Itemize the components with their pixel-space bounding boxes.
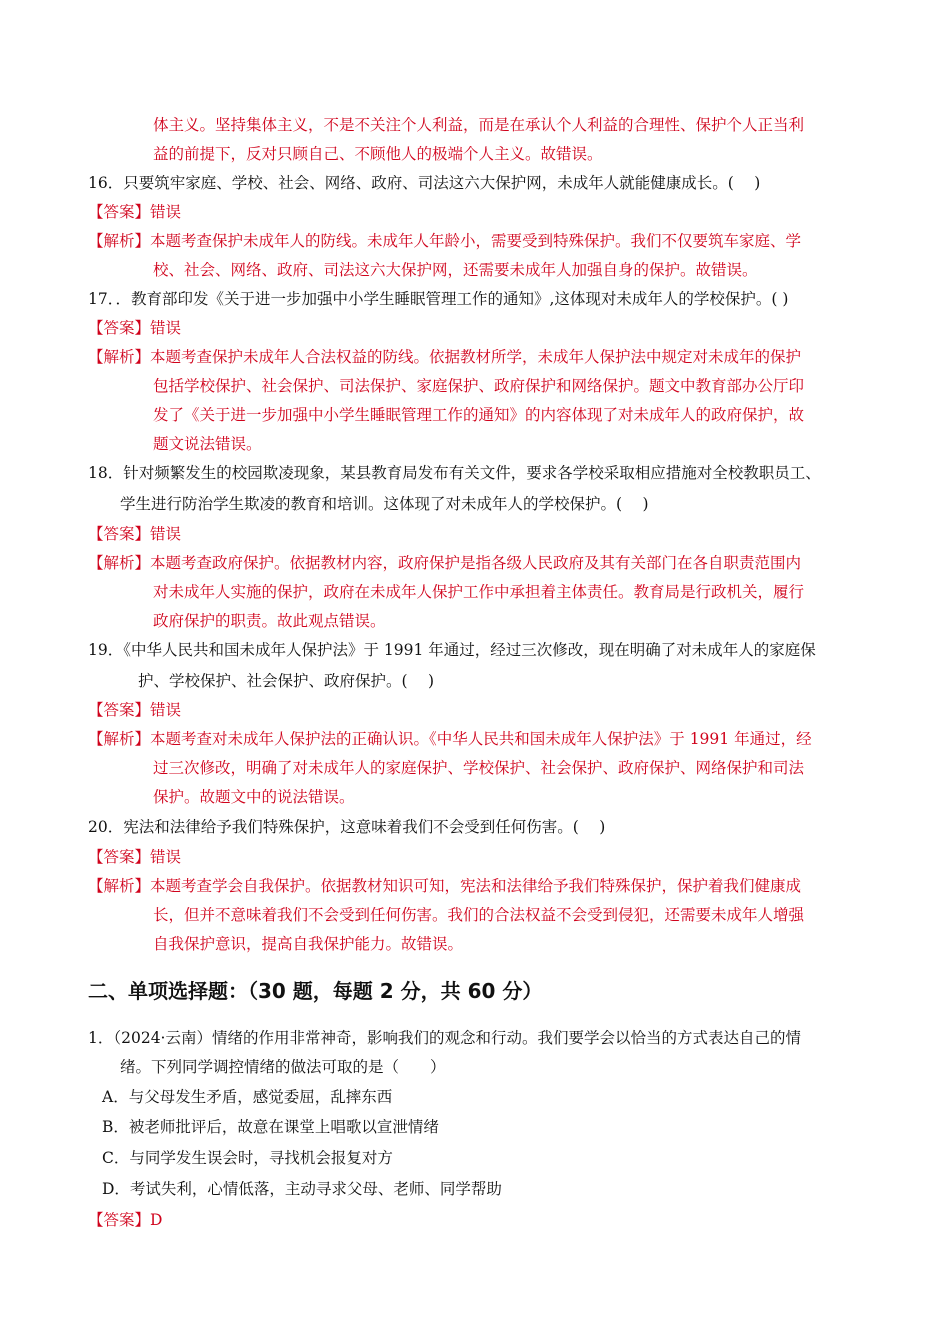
answer-value: 错误 xyxy=(150,319,182,337)
analysis-text: 本题考查政府保护。依据教材内容，政府保护是指各级人民政府及其有关部门在各自职责范围内 xyxy=(150,554,802,572)
answer-label: 【答案】 xyxy=(88,525,151,543)
analysis-text: 本题考查保护未成年人的防线。未成年人年龄小，需要受到特殊保护。我们不仅要筑车家庭、学 xyxy=(150,232,802,250)
question-20-stem: 20．宪法和法律给予我们特殊保护，这意味着我们不会受到任何伤害。( ) xyxy=(88,818,606,836)
question-18-analysis xyxy=(88,553,801,573)
question-16-stem: 16．只要筑牢家庭、学校、社会、网络、政府、司法这六大保护网，未成年人就能健康成长。( ) xyxy=(88,174,761,192)
mc-question-1-stem-continued: 绪。下列同学调控情绪的做法可取的是（ ） xyxy=(120,1058,446,1076)
question-20-answer xyxy=(88,847,181,867)
analysis-label: 【解析】 xyxy=(88,554,151,572)
answer-label: 【答案】 xyxy=(88,203,151,221)
answer-label: 【答案】 xyxy=(88,848,151,866)
question-17-stem: 17．．教育部印发《关于进一步加强中小学生睡眠管理工作的通知》,这体现对未成年人的学校保护。( ) xyxy=(88,290,789,308)
answer-label: 【答案】 xyxy=(88,1211,151,1229)
analysis-text: 本题考查保护未成年人合法权益的防线。依据教材所学，未成年人保护法中规定对未成年的保护 xyxy=(150,348,802,366)
analysis-text: 包括学校保护、社会保护、司法保护、家庭保护、政府保护和网络保护。题文中教育部办公厅印 xyxy=(153,377,805,395)
analysis-continuation-line: 体主义。坚持集体主义，不是不关注个人利益，而是在承认个人利益的合理性、保护个人正当利 xyxy=(153,116,805,134)
option-c: C．与同学发生误会时，寻找机会报复对方 xyxy=(102,1149,393,1167)
question-17-answer xyxy=(88,318,181,338)
analysis-label: 【解析】 xyxy=(88,730,151,748)
analysis-label: 【解析】 xyxy=(88,348,151,366)
analysis-text: 本题考查对未成年人保护法的正确认识。《中华人民共和国未成年人保护法》于 1991 年通过，经 xyxy=(150,730,812,748)
question-19-stem-continued: 护、学校保护、社会保护、政府保护。( ) xyxy=(138,672,435,690)
analysis-text: 保护。故题文中的说法错误。 xyxy=(153,788,355,806)
analysis-text: 长，但并不意味着我们不会受到任何伤害。我们的合法权益不会受到侵犯，还需要未成年人增强 xyxy=(153,906,805,924)
analysis-continuation-line: 益的前提下，反对只顾自己、不顾他人的极端个人主义。故错误。 xyxy=(153,145,603,163)
answer-value: 错误 xyxy=(150,848,182,866)
analysis-text: 对未成年人实施的保护，政府在未成年人保护工作中承担着主体责任。教育局是行政机关，履行 xyxy=(153,583,805,601)
question-18-stem: 18．针对频繁发生的校园欺凌现象，某县教育局发布有关文件，要求各学校采取相应措施对全校教职员工、 xyxy=(88,464,821,482)
answer-label: 【答案】 xyxy=(88,319,151,337)
analysis-text: 本题考查学会自我保护。依据教材知识可知，宪法和法律给予我们特殊保护，保护着我们健康成 xyxy=(150,877,802,895)
analysis-label: 【解析】 xyxy=(88,877,151,895)
question-17-analysis xyxy=(88,347,801,367)
analysis-text: 题文说法错误。 xyxy=(153,435,262,453)
analysis-text: 自我保护意识，提高自我保护能力。故错误。 xyxy=(153,935,464,953)
analysis-text: 过三次修改，明确了对未成年人的家庭保护、学校保护、社会保护、政府保护、网络保护和司法 xyxy=(153,759,805,777)
question-16-answer xyxy=(88,202,181,222)
question-19-analysis xyxy=(88,729,812,749)
question-16-analysis xyxy=(88,231,801,251)
answer-label: 【答案】 xyxy=(88,701,151,719)
option-b: B．被老师批评后，故意在课堂上唱歌以宣泄情绪 xyxy=(102,1118,439,1136)
mc-question-1-stem: 1．（2024·云南）情绪的作用非常神奇，影响我们的观念和行动。我们要学会以恰当的方式表达自己的情 xyxy=(88,1029,801,1047)
answer-value: 错误 xyxy=(150,525,182,543)
option-d: D．考试失利，心情低落，主动寻求父母、老师、同学帮助 xyxy=(102,1180,502,1198)
analysis-text: 政府保护的职责。故此观点错误。 xyxy=(153,612,386,630)
question-20-analysis xyxy=(88,876,801,896)
analysis-text: 发了《关于进一步加强中小学生睡眠管理工作的通知》的内容体现了对未成年人的政府保护，故 xyxy=(153,406,805,424)
answer-value: 错误 xyxy=(150,203,182,221)
question-18-answer xyxy=(88,524,181,544)
analysis-text: 校、社会、网络、政府、司法这六大保护网，还需要未成年人加强自身的保护。故错误。 xyxy=(153,261,758,279)
section-heading: 二、单项选择题：（30 题，每题 2 分，共 60 分） xyxy=(88,979,543,1003)
question-19-stem: 19．《中华人民共和国未成年人保护法》于 1991 年通过，经过三次修改，现在明确了对未成年人的家庭保 xyxy=(88,641,816,659)
analysis-label: 【解析】 xyxy=(88,232,151,250)
mc-question-1-answer xyxy=(88,1210,162,1230)
question-19-answer xyxy=(88,700,181,720)
answer-value: D xyxy=(150,1211,163,1229)
option-a: A．与父母发生矛盾，感觉委屈，乱摔东西 xyxy=(102,1088,393,1106)
question-18-stem-continued: 学生进行防治学生欺凌的教育和培训。这体现了对未成年人的学校保护。( ) xyxy=(120,495,649,513)
answer-value: 错误 xyxy=(150,701,182,719)
